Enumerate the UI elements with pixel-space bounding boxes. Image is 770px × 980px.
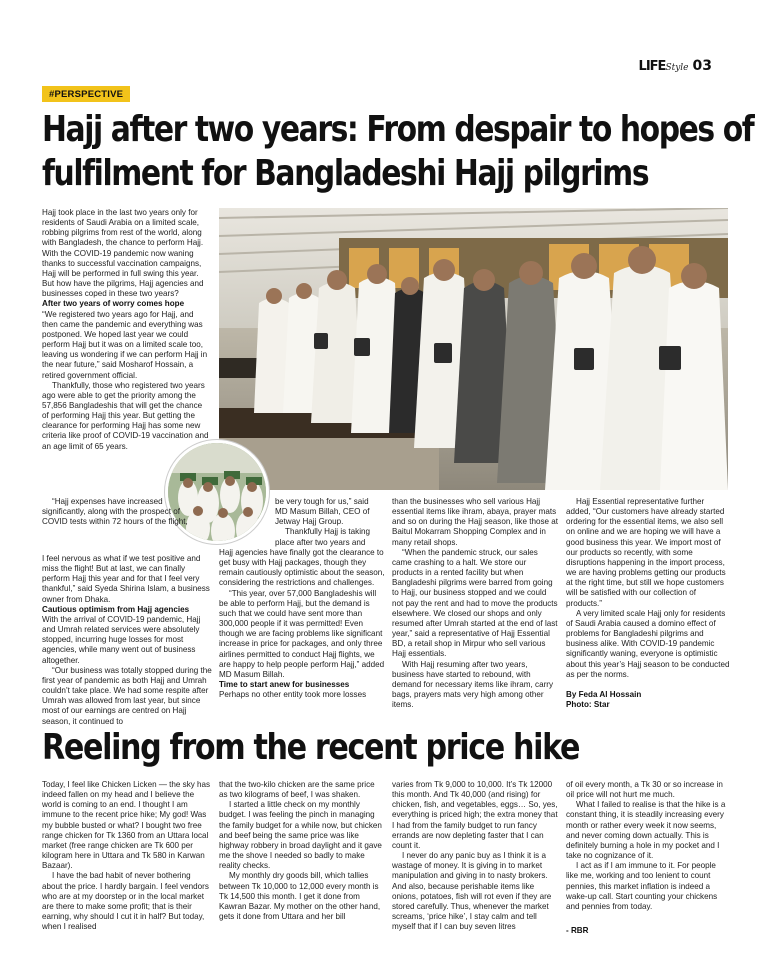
life-style-logo xyxy=(639,59,689,74)
paragraph: I started a little check on my monthly budget. I was feeling the pinch in managing the family budget for a while now, but chicken and beef being the same price was like highway robbery in broad daylight and it gave me the shove I needed so badly to make reality checks. xyxy=(219,800,382,871)
article1-column-4-paragraphs xyxy=(566,497,730,680)
masthead xyxy=(639,58,712,74)
article1-column-4 xyxy=(566,497,730,710)
article-headline xyxy=(42,108,754,196)
inset-illustration xyxy=(168,443,269,544)
subheading: Cautious optimism from Hajj agencies xyxy=(42,604,190,614)
author-byline: By Feda Al Hossain xyxy=(566,689,642,699)
paragraph: of oil every month, a Tk 30 or so increase in oil price will not hurt me much. xyxy=(566,780,723,800)
paragraph: I feel nervous as what if we test positive and miss the flight! But at last, we can finally perform Hajj this year and for that I feel very thankful,” said Syeda Shirina Islam, a business owner from Dhaka. xyxy=(42,554,210,604)
section-tag: #PERSPECTIVE xyxy=(42,86,130,102)
paragraph: What I failed to realise is that the hike is a constant thing, it is steadily increasing every month or rather every week it now seems, and never coming down actually. This is definitely burning a hole in my pocket and I take no cognizance of it. xyxy=(566,800,726,861)
article2-column-4 xyxy=(566,780,730,936)
article1-column-1 xyxy=(42,208,210,452)
paragraph: Today, I feel like Chicken Licken — the sky has indeed fallen on my head and I believe the world is coming to an end. I thought I am immune to the recent price hike; My god! Was my bubble busted or what? I bought two free range chicken for Tk 1360 from an Uttara local market (free range chicken are Tk 600 per kilogram here in Uttara and Tk 580 in Karwan Bazaar). xyxy=(42,780,211,871)
paragraph: Hajj agencies have finally got the clearance to get busy with Hajj packages, though they remain cautiously optimistic about the season, considering the restrictions and challenges. xyxy=(219,548,385,588)
article1-column-2 xyxy=(219,548,387,700)
article1-column-2-top xyxy=(275,497,375,548)
paragraph: “This year, over 57,000 Bangladeshis will be able to perform Hajj, but the demand is such that we could have sent more than 300,000 people if it was permitted! Even though we are facing problems like significant increase in price for packages, and only three airlines permitted to conduct Hajj flights, we are happy to help people perform Hajj,” added MD Masum Billah. xyxy=(219,588,385,679)
article2-column-1 xyxy=(42,780,212,932)
paragraph: “We registered two years ago for Hajj, and then came the pandemic and everything was postponed. We hoped last year we could perform Hajj but it was on a limited scale too, leaving us wondering if we can perform Hajj in the near future,” said Mosharof Hossain, a retired government official. xyxy=(42,309,208,380)
paragraph: than the businesses who sell various Hajj essential items like ihram, abaya, prayer mats and so on during the Hajj season, like those at Baitul Mokarram Shopping Complex and in many retail shops. xyxy=(392,497,559,547)
headline-line-2: fulfilment for Bangladeshi Hajj pilgrims xyxy=(42,153,649,194)
paragraph: be very tough for us,” said MD Masum Billah, CEO of Jetway Hajj Group. xyxy=(275,497,370,527)
paragraph: varies from Tk 9,000 to 10,000. It’s Tk 12000 this month. And Tk 40,000 (and rising) for chicken, fish, and vegetables, eggs… So, yes, everything is priced high; the extra money that I had from the family budget to run fancy errands are now depleting faster that I can count it. xyxy=(392,780,558,850)
page-number: 03 xyxy=(692,58,712,74)
article2-column-3 xyxy=(392,780,558,932)
article2-byline: - RBR xyxy=(566,926,589,936)
paragraph: I have the bad habit of never bothering about the price. I hardly bargain. I feel vendors who are at my doorstep or in the local market are there to make some profit; that is their earning, why should I cut it in half? But today, when I realised xyxy=(42,871,209,932)
article2-column-4-paragraphs xyxy=(566,780,730,912)
paragraph: Hajj Essential representative further added, “Our customers have already started ordering for the essential items, we also sell on online and we are hoping we will have a good business this year. We import most of our products so recently, with some disruptions happening in the import process, we are having problems getting our products at the right time, but still we hope customers will be satisfied with our collection of products.” xyxy=(566,497,726,608)
paragraph: “When the pandemic struck, our sales came crashing to a halt. We store our products in a rented facility but when Bangladeshi pilgrims were barred from going to Hajj, our business stopped and we could not pay the rent and had to move the products elsewhere. We closed our shops and only resumed after Umrah started at the end of last year,” said a representative of Hajj Essential BD, a retail shop in Mirpur who sell various Hajj essentials. xyxy=(392,547,558,659)
subheading: Time to start anew for businesses xyxy=(219,680,350,690)
logo-life-text: LIFE xyxy=(638,58,666,74)
paragraph: Hajj took place in the last two years only for residents of Saudi Arabia on a limited scale, robbing pilgrims from rest of the world, along with Bangladesh, the chance to perform Hajj. With the COVID-19 pandemic now waning thanks to successful vaccination campaigns, Hajj will be performed in full swing this year. But how have the pilgrims, Hajj agencies and businesses coped in these two years? xyxy=(42,208,204,299)
article2-headline: Reeling from the recent price hike xyxy=(42,727,580,768)
article1-column-3 xyxy=(392,497,559,710)
paragraph: “Hajj expenses have increased significantly, along with the prospect of COVID tests within 72 hours of the flight, xyxy=(42,497,188,527)
article2-column-2 xyxy=(219,780,383,922)
paragraph: that the two-kilo chicken are the same price as two kilograms of beef, I was shaken. xyxy=(219,780,375,800)
paragraph: With the arrival of COVID-19 pandemic, Hajj and Umrah related services were absolutely stopped, incurring huge losses for most agencies, while many went out of business altogether. xyxy=(42,614,201,665)
paragraph: My monthly dry goods bill, which tallies between Tk 10,000 to 12,000 every month is Tk 14,500 this month. I get it done from Kawran Bazar. My mother on the other hand, gets it done from Uttara and her bill xyxy=(219,871,381,922)
article1-column-1-wrap xyxy=(42,497,202,527)
paragraph: I act as if I am immune to it. For people like me, working and too lenient to count pennies, this market inflation is indeed a wake-up call. Start counting your chickens and pennies from today. xyxy=(566,861,718,911)
subheading: After two years of worry comes hope xyxy=(42,299,185,309)
paragraph: Thankfully, those who registered two years ago were able to get the priority among the 57,856 Bangladeshis that will get the chance of performing Hajj this year. But getting the clearance for performing Hajj has some new criteria like proof of COVID-19 vaccination and an age limit of 65 years. xyxy=(42,380,209,451)
pilgrims-crowd-inset-photo xyxy=(165,440,269,544)
photo-illustration xyxy=(219,208,728,490)
paragraph: Thankfully Hajj is taking place after two years and xyxy=(275,527,371,547)
paragraph: I never do any panic buy as I think it is a wastage of money. It is giving in to market manipulation and giving in to nasty brokers. And also, because perishable items like onions, potatoes, fish will rot even if they are stored carefully. Thus, whenever the market screams, ‘price hike’, I stay calm and tell myself that if I can buy seven litres xyxy=(392,851,552,932)
headline-line-1: Hajj after two years: From despair to hopes of xyxy=(42,109,754,150)
article1-column-1-bottom xyxy=(42,554,212,727)
paragraph: Perhaps no other entity took more losses xyxy=(219,690,367,700)
pilgrims-queue-photo xyxy=(219,208,728,490)
logo-style-text: Style xyxy=(665,62,689,73)
photo-credit: Photo: Star xyxy=(566,699,610,709)
paragraph: A very limited scale Hajj only for residents of Saudi Arabia caused a domino effect of problems for Bangladeshi pilgrims and business alike. With COVID-19 pandemic significantly waning, everyone is optimistic about this year’s Hajj season to be conducted as per the norms. xyxy=(566,608,730,679)
paragraph: With Hajj resuming after two years, business have started to rebound, with demand for necessary items like ihram, carry bags, prayers mats very high among other items. xyxy=(392,659,554,710)
paragraph: “Our business was totally stopped during the first year of pandemic as both Hajj and Umrah couldn’t take place. We had some respite after Umrah was allowed from last year, but since most of our earnings are centred on Hajj season, it continued to xyxy=(42,665,212,726)
